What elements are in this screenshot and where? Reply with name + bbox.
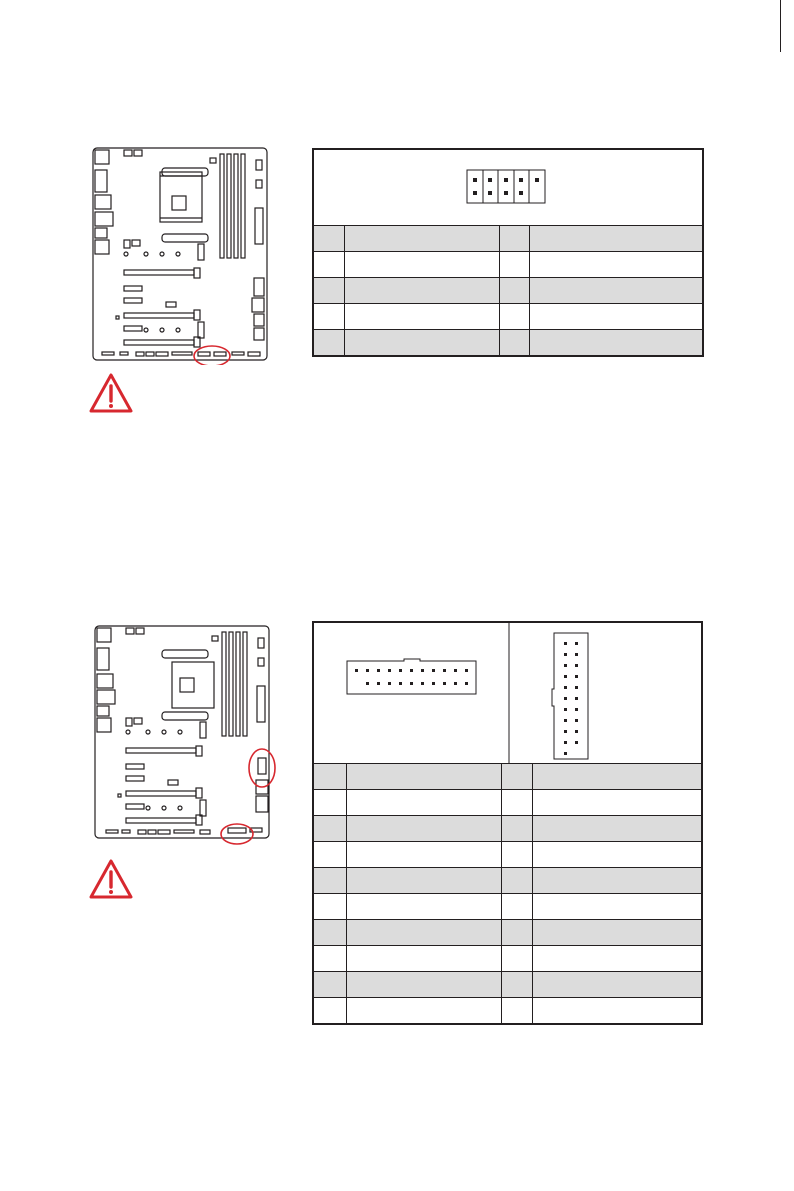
table-row — [314, 226, 702, 252]
connector-diagram-1 — [314, 150, 702, 228]
10-pin-header-icon — [314, 150, 702, 228]
table-row — [314, 816, 701, 842]
motherboard-layout-icon — [92, 622, 278, 848]
table-row — [314, 998, 701, 1024]
table-row — [314, 278, 702, 304]
pinout-box-2 — [312, 621, 703, 1025]
table-row — [314, 894, 701, 920]
motherboard-diagram-2 — [92, 622, 278, 848]
warning-triangle-2 — [88, 858, 134, 900]
table-row — [314, 790, 701, 816]
table-row — [314, 946, 701, 972]
table-row — [314, 304, 702, 330]
page-edge-rule — [780, 0, 781, 52]
table-row — [314, 330, 702, 356]
warning-triangle-1 — [88, 372, 134, 414]
caution-triangle-icon — [88, 372, 134, 414]
pinout-box-1 — [312, 148, 704, 357]
motherboard-diagram-1 — [90, 140, 270, 365]
table-row — [314, 920, 701, 946]
20-pin-header-icon — [314, 623, 701, 769]
table-row — [314, 842, 701, 868]
connector-diagram-2 — [314, 623, 701, 769]
caution-triangle-icon — [88, 858, 134, 900]
table-row — [314, 764, 701, 790]
pin-table-1 — [314, 225, 702, 355]
table-row — [314, 972, 701, 998]
pin-table-2 — [314, 763, 701, 1023]
motherboard-layout-icon — [90, 140, 270, 365]
table-row — [314, 252, 702, 278]
table-row — [314, 868, 701, 894]
